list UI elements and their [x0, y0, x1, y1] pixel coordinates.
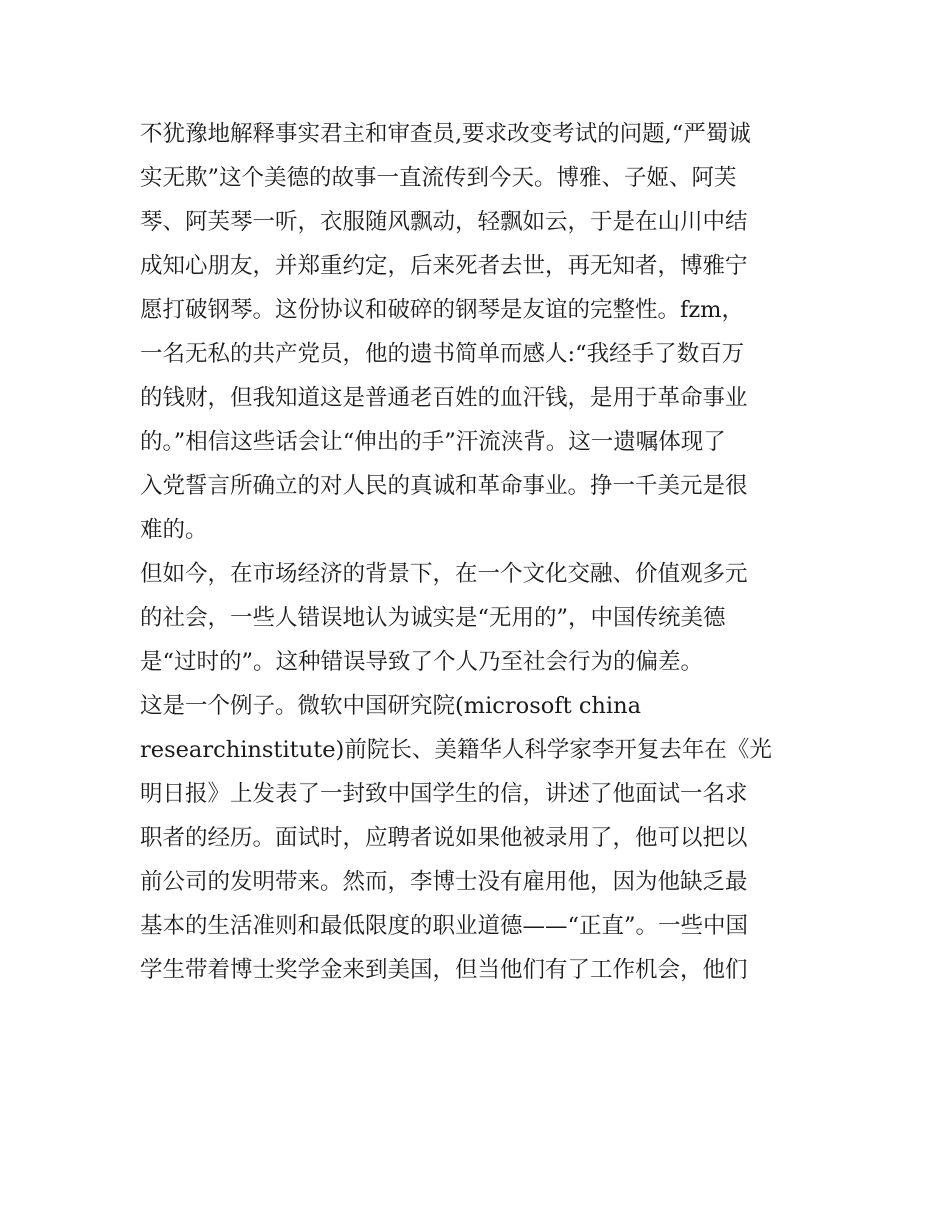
text-line: 但如今，在市场经济的背景下，在一个文化交融、价值观多元 — [140, 561, 748, 587]
text-line: 是“过时的”。这种错误导致了个人乃至社会行为的偏差。 — [140, 649, 704, 675]
text-line: 的。”相信这些话会让“伸出的手”汗流浃背。这一遗嘱体现了 — [140, 429, 726, 455]
text-line: 的钱财，但我知道这是普通老百姓的血汗钱，是用于革命事业 — [140, 385, 748, 411]
text-line: 前公司的发明带来。然而，李博士没有雇用他，因为他缺乏最 — [140, 869, 748, 895]
text-line: 成知心朋友，并郑重约定，后来死者去世，再无知者，博雅宁 — [140, 253, 748, 279]
text-line: 这是一个例子。微软中国研究院(microsoft china — [140, 693, 642, 719]
text-line: 琴、阿芙琴一听，衣服随风飘动，轻飘如云，于是在山川中结 — [140, 209, 748, 235]
paragraph-3 — [140, 684, 820, 992]
text-line: 难的。 — [140, 517, 208, 543]
text-line: 实无欺”这个美德的故事一直流传到今天。博雅、子姬、阿芙 — [140, 165, 737, 191]
text-line: 明日报》上发表了一封致中国学生的信，讲述了他面试一名求 — [140, 781, 748, 807]
text-line: 不犹豫地解释事实君主和审查员,要求改变考试的问题,“严蜀诚 — [140, 121, 751, 147]
text-line: 职者的经历。面试时，应聘者说如果他被录用了，他可以把以 — [140, 825, 748, 851]
text-line: 的社会，一些人错误地认为诚实是“无用的”，中国传统美德 — [140, 605, 726, 631]
text-line: 一名无私的共产党员，他的遗书简单而感人:“我经手了数百万 — [140, 341, 745, 367]
document-body — [140, 112, 820, 992]
text-line: 基本的生活准则和最低限度的职业道德——“正直”。一些中国 — [140, 913, 749, 939]
text-line: 学生带着博士奖学金来到美国，但当他们有了工作机会，他们 — [140, 957, 748, 983]
paragraph-1 — [140, 112, 820, 552]
paragraph-2 — [140, 552, 820, 684]
text-line: 入党誓言所确立的对人民的真诚和革命事业。挣一千美元是很 — [140, 473, 748, 499]
text-line: researchinstitute)前院长、美籍华人科学家李开复去年在《光 — [140, 737, 772, 763]
text-line: 愿打破钢琴。这份协议和破碎的钢琴是友谊的完整性。fzm， — [140, 297, 745, 323]
